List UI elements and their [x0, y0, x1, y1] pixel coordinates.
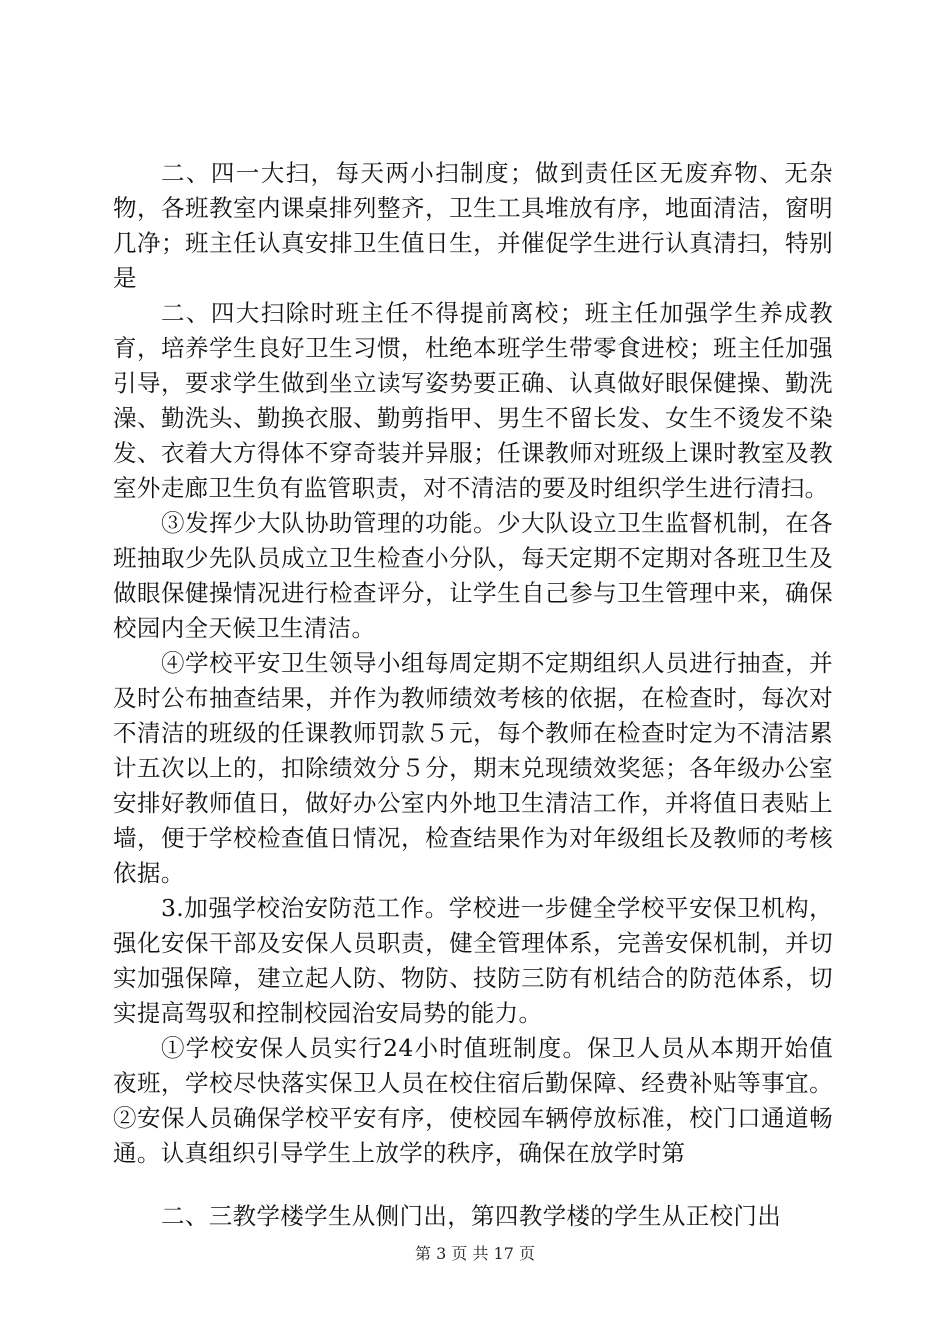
- paragraph-1: 二、四一大扫，每天两小扫制度；做到责任区无废弃物、无杂物，各班教室内课桌排列整齐，卫生工具堆放有序，地面清洁，窗明几净；班主任认真安排卫生值日生，并催促学生进行认真清扫，特别是: [113, 159, 833, 292]
- paragraph-3: ③发挥少大队协助管理的功能。少大队设立卫生监督机制，在各班抽取少先队员成立卫生检查小分队，每天定期不定期对各班卫生及做眼保健操情况进行检查评分，让学生自己参与卫生管理中来，确保校园内全天候卫生清洁。: [113, 509, 833, 642]
- paragraph-2: 二、四大扫除时班主任不得提前离校；班主任加强学生养成教育，培养学生良好卫生习惯，杜绝本班学生带零食进校；班主任加强引导，要求学生做到坐立读写姿势要正确、认真做好眼保健操、勤洗澡、勤洗头、勤换衣服、勤剪指甲、男生不留长发、女生不烫发不染发、衣着大方得体不穿奇装并异服；任课教师对班级上课时教室及教室外走廊卫生负有监管职责，对不清洁的要及时组织学生进行清扫。: [113, 299, 833, 502]
- paragraph-6: ①学校安保人员实行24小时值班制度。保卫人员从本期开始值夜班，学校尽快落实保卫人员在校住宿后勤保障、经费补贴等事宜。②安保人员确保学校平安有序，使校园车辆停放标准，校门口通道畅通。认真组织引导学生上放学的秩序，确保在放学时第: [113, 1034, 833, 1167]
- document-body: [113, 156, 833, 1234]
- paragraph-4: ④学校平安卫生领导小组每周定期不定期组织人员进行抽查，并及时公布抽查结果，并作为教师绩效考核的依据，在检查时，每次对不清洁的班级的任课教师罚款５元，每个教师在检查时定为不清洁累计五次以上的，扣除绩效分５分，期末兑现绩效奖惩；各年级办公室安排好教师值日，做好办公室内外地卫生清洁工作，并将值日表贴上墙，便于学校检查值日情况，检查结果作为对年级组长及教师的考核依据。: [113, 649, 833, 887]
- paragraph-5: 3.加强学校治安防范工作。学校进一步健全学校平安保卫机构，强化安保干部及安保人员职责，健全管理体系，完善安保机制，并切实加强保障，建立起人防、物防、技防三防有机结合的防范体系，切实提高驾驭和控制校园治安局势的能力。: [113, 894, 833, 1027]
- paragraph-7: 二、三教学楼学生从侧门出，第四教学楼的学生从正校门出: [161, 1202, 782, 1230]
- page-number-footer: 第 3 页 共 17 页: [415, 1244, 535, 1263]
